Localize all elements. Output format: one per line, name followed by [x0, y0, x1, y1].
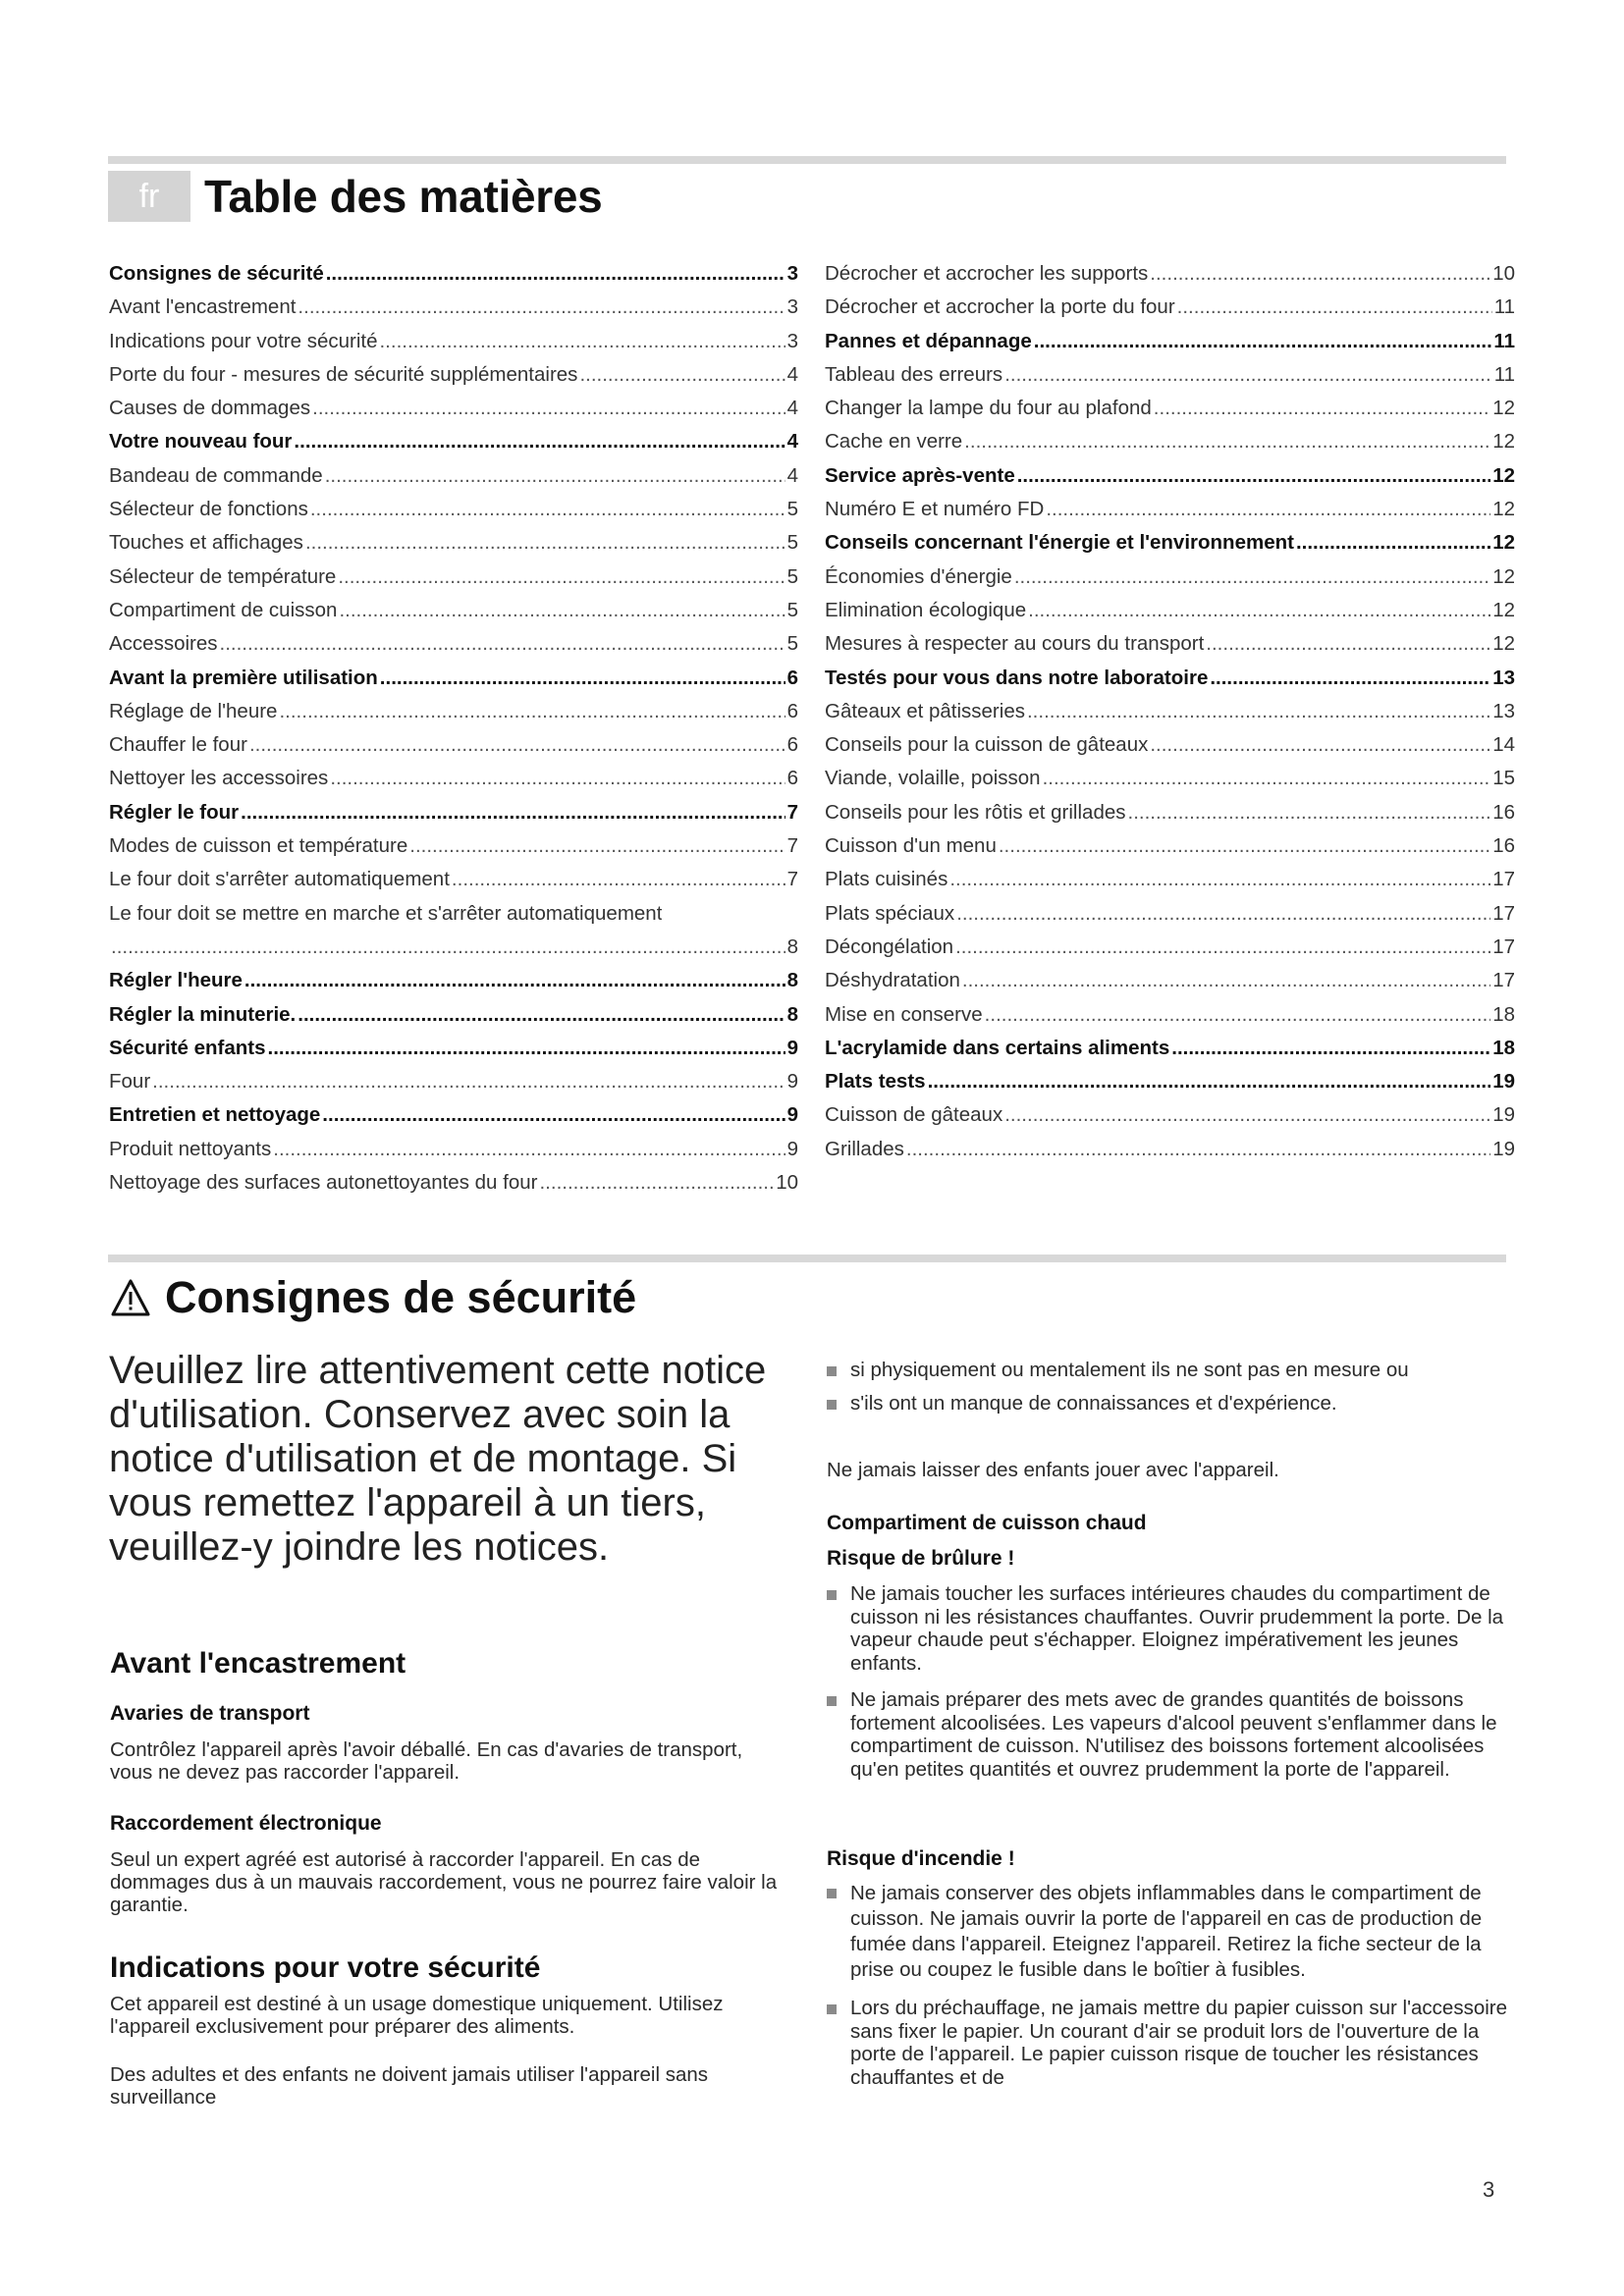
toc-title: Table des matières [204, 171, 603, 222]
toc-entry-title: Numéro E et numéro FD [825, 498, 1045, 521]
toc-entry[interactable] [825, 998, 1515, 1032]
toc-leader-dots [325, 459, 785, 493]
toc-leader-dots [539, 1166, 774, 1200]
electric-heading: Raccordement électronique [110, 1812, 382, 1835]
toc-entry-page: 6 [786, 666, 798, 689]
toc-entry[interactable] [825, 459, 1515, 493]
toc-entry-page: 3 [786, 329, 798, 352]
toc-entry-title: Porte du four - mesures de sécurité supplémentaires [109, 362, 578, 386]
toc-entry-title: Compartiment de cuisson [109, 598, 338, 621]
toc-entry-title: Avant la première utilisation [109, 666, 378, 689]
toc-entry-title: Économies d'énergie [825, 564, 1012, 588]
toc-entry[interactable] [825, 392, 1515, 425]
toc-leader-dots [1027, 695, 1490, 728]
fire-risk-heading: Risque d'incendie ! [827, 1847, 1015, 1870]
toc-entry-title: Sécurité enfants [109, 1036, 266, 1059]
toc-leader-dots [1128, 796, 1491, 829]
toc-entry-title: Sélecteur de fonctions [109, 498, 308, 521]
toc-leader-dots [305, 526, 785, 560]
toc-entry-title: Consignes de sécurité [109, 262, 324, 285]
toc-entry[interactable] [825, 695, 1515, 728]
burn-risk-heading: Risque de brûlure ! [827, 1547, 1015, 1570]
toc-entry-page: 18 [1492, 1002, 1515, 1026]
toc-leader-dots [1004, 1098, 1490, 1132]
toc-entry[interactable] [825, 1098, 1515, 1132]
toc-leader-dots [452, 863, 785, 896]
toc-entry[interactable] [109, 762, 798, 795]
toc-leader-dots [955, 931, 1490, 964]
toc-entry-title: Votre nouveau four [109, 430, 293, 454]
toc-left-column [109, 257, 798, 1200]
toc-leader-dots [1046, 493, 1490, 526]
toc-entry-title: Four [109, 1070, 151, 1094]
toc-leader-dots [312, 392, 785, 425]
toc-entry-title: Le four doit se mettre en marche et s'arrêter automatiquement [109, 901, 663, 925]
toc-entry-title: Chauffer le four [109, 733, 247, 757]
toc-entry-title: Conseils pour les rôtis et grillades [825, 800, 1126, 824]
toc-entry-page: 5 [786, 564, 798, 588]
toc-entry[interactable] [109, 728, 798, 762]
electric-text: Seul un expert agréé est autorisé à raccorder l'appareil. En cas de dommages dus à un mauvais raccordement, vous ne pourrez faire valoir la garantie. [110, 1848, 778, 1916]
toc-entry-page: 6 [786, 733, 798, 757]
toc-entry-title: Régler le four [109, 800, 240, 824]
toc-leader-dots [330, 762, 785, 795]
toc-entry-page: 5 [786, 598, 798, 621]
toc-entry-title: Réglage de l'heure [109, 699, 278, 722]
hot-compartment-heading: Compartiment de cuisson chaud [827, 1512, 1147, 1534]
toc-leader-dots [220, 627, 785, 661]
toc-leader-dots [1004, 358, 1492, 392]
toc-entry-page: 11 [1493, 362, 1515, 386]
bullet-square-icon [827, 1696, 837, 1706]
toc-entry-title: Sélecteur de température [109, 564, 337, 588]
toc-entry-title: Indications pour votre sécurité [109, 329, 378, 352]
safety-intro: Veuillez lire attentivement cette notice d'utilisation. Conservez avec soin la notice d'utilisation et de montage. Si vous remettez l'appareil à un tiers, veuillez-y joindre les notices. [109, 1349, 767, 1569]
toc-entry[interactable] [825, 762, 1515, 795]
toc-leader-dots [241, 796, 785, 829]
toc-leader-dots [999, 829, 1490, 863]
toc-entry-page: 8 [786, 934, 798, 958]
toc-entry-page: 3 [786, 262, 798, 285]
fire-bullets [827, 1881, 1514, 2089]
toc-leader-dots [298, 291, 785, 324]
toc-leader-dots [244, 964, 785, 997]
toc-leader-dots [279, 695, 785, 728]
toc-entry-page: 12 [1492, 531, 1515, 555]
toc-entry[interactable] [825, 897, 1515, 931]
toc-entry-title: Pannes et dépannage [825, 329, 1032, 352]
toc-entry[interactable] [109, 459, 798, 493]
bullet-square-icon [827, 1590, 837, 1600]
children-note: Ne jamais laisser des enfants jouer avec l'appareil. [827, 1459, 1279, 1481]
toc-entry-page: 9 [786, 1137, 798, 1160]
toc-entry[interactable] [825, 1133, 1515, 1166]
toc-leader-dots [1017, 459, 1490, 493]
toc-leader-dots [273, 1133, 785, 1166]
burn-bullets [827, 1582, 1514, 1781]
toc-entry-title: Entretien et nettoyage [109, 1103, 321, 1127]
indications-heading: Indications pour votre sécurité [110, 1951, 541, 1984]
toc-leader-dots [949, 863, 1490, 896]
toc-leader-dots [1210, 662, 1490, 695]
toc-entry[interactable] [825, 1032, 1515, 1065]
toc-entry-page: 12 [1492, 598, 1515, 621]
toc-leader-dots [1171, 1032, 1490, 1065]
warning-triangle-icon [110, 1278, 151, 1317]
indications-text-2: Des adultes et des enfants ne doivent jamais utiliser l'appareil sans surveillance [110, 2063, 709, 2109]
toc-entry-page: 3 [786, 295, 798, 319]
toc-entry-title: Service après-vente [825, 463, 1015, 487]
toc-leader-dots [906, 1133, 1490, 1166]
bullet-item [827, 1359, 1514, 1382]
toc-leader-dots [294, 425, 785, 458]
toc-entry[interactable] [825, 526, 1515, 560]
toc-leader-dots [338, 561, 785, 594]
toc-entry-title: Nettoyage des surfaces autonettoyantes du four [109, 1171, 538, 1195]
transport-text: Contrôlez l'appareil après l'avoir déballé. En cas d'avaries de transport, vous ne devez pas raccorder l'appareil. [110, 1738, 743, 1784]
toc-entry[interactable] [109, 561, 798, 594]
toc-entry[interactable] [825, 728, 1515, 762]
toc-entry-page: 10 [776, 1171, 798, 1195]
toc-entry[interactable] [825, 425, 1515, 458]
toc-entry-page: 7 [786, 800, 798, 824]
toc-entry-title: Plats tests [825, 1070, 926, 1094]
toc-entry[interactable] [825, 291, 1515, 324]
toc-leader-dots [1150, 728, 1490, 762]
toc-entry-title: Touches et affichages [109, 531, 303, 555]
toc-entry-title: Plats cuisinés [825, 868, 948, 891]
toc-leader-dots [1034, 325, 1492, 358]
toc-leader-dots [1154, 392, 1490, 425]
toc-leader-dots [985, 998, 1491, 1032]
toc-leader-dots [111, 931, 785, 964]
toc-entry-page: 4 [786, 430, 798, 454]
toc-entry-page: 15 [1492, 767, 1515, 790]
toc-entry-page: 17 [1492, 868, 1515, 891]
toc-entry-title: Accessoires [109, 632, 218, 656]
toc-entry[interactable] [109, 863, 798, 896]
toc-entry[interactable] [109, 627, 798, 661]
toc-entry-page: 16 [1492, 834, 1515, 858]
toc-entry-title: Tableau des erreurs [825, 362, 1003, 386]
bullet-square-icon [827, 1400, 837, 1410]
indications-text-1: Cet appareil est destiné à un usage domestique uniquement. Utilisez l'appareil exclusivement pour préparer des aliments. [110, 1993, 724, 2038]
bullet-text: Ne jamais toucher les surfaces intérieures chaudes du compartiment de cuisson ni les résistances chauffantes. Ouvrir prudemment la porte. De la vapeur chaude peut s'échapper. Eloignez impérativement les jeunes enfants. [850, 1582, 1504, 1675]
toc-entry-title: Viande, volaille, poisson [825, 767, 1041, 790]
toc-entry-page: 18 [1492, 1036, 1515, 1059]
toc-entry-page: 9 [786, 1070, 798, 1094]
bullet-square-icon [827, 1366, 837, 1376]
before-install-heading: Avant l'encastrement [110, 1647, 406, 1680]
toc-entry-page: 14 [1492, 733, 1515, 757]
toc-entry[interactable] [109, 1133, 798, 1166]
toc-leader-dots [409, 829, 785, 863]
toc-entry-title: Gâteaux et pâtisseries [825, 699, 1025, 722]
toc-entry[interactable] [825, 931, 1515, 964]
toc-entry[interactable] [109, 998, 798, 1032]
toc-entry-page: 11 [1493, 329, 1515, 352]
condition-bullets [827, 1359, 1514, 1415]
toc-entry[interactable] [109, 695, 798, 728]
toc-entry[interactable] [825, 662, 1515, 695]
bullet-item [827, 1688, 1514, 1781]
toc-entry[interactable] [825, 325, 1515, 358]
toc-entry[interactable] [109, 392, 798, 425]
toc-entry[interactable] [109, 1166, 798, 1200]
toc-entry-page: 12 [1492, 498, 1515, 521]
toc-entry[interactable] [109, 291, 798, 324]
toc-entry-page: 4 [786, 397, 798, 420]
toc-entry-page: 11 [1493, 295, 1515, 319]
toc-entry-title: Cuisson d'un menu [825, 834, 997, 858]
toc-entry[interactable] [825, 1065, 1515, 1098]
language-badge: fr [108, 171, 190, 222]
page-number: 3 [1483, 2177, 1495, 2202]
toc-leader-dots [339, 594, 785, 627]
toc-entry-title: Conseils pour la cuisson de gâteaux [825, 733, 1149, 757]
toc-entry-page: 7 [786, 834, 798, 858]
toc-entry-page: 4 [786, 362, 798, 386]
toc-entry[interactable] [825, 796, 1515, 829]
toc-entry-title: Déshydratation [825, 969, 960, 992]
toc-entry-page: 12 [1492, 397, 1515, 420]
toc-entry-page: 17 [1492, 969, 1515, 992]
bullet-text: Ne jamais conserver des objets inflammables dans le compartiment de cuisson. Ne jamais ouvrir la porte de l'appareil en cas de production de fumée dans l'appareil. Eteignez l'appareil. Retirez la fiche secteur de la prise ou coupez le fusible dans le boîtier à fusibles. [850, 1882, 1483, 1981]
toc-entry-title: Modes de cuisson et température [109, 834, 408, 858]
toc-leader-dots [1206, 627, 1490, 661]
top-divider [108, 156, 1506, 164]
toc-entry-page: 16 [1492, 800, 1515, 824]
toc-entry-page: 19 [1492, 1070, 1515, 1094]
toc-leader-dots [1150, 257, 1490, 291]
toc-entry[interactable] [825, 964, 1515, 997]
toc-entry-page: 6 [786, 699, 798, 722]
toc-entry[interactable] [109, 1032, 798, 1065]
toc-entry-title: Conseils concernant l'énergie et l'environnement [825, 531, 1294, 555]
toc-entry[interactable] [109, 358, 798, 392]
toc-entry[interactable] [825, 863, 1515, 896]
toc-entry-title: Changer la lampe du four au plafond [825, 397, 1152, 420]
toc-entry[interactable] [109, 931, 798, 964]
toc-entry-title: Décrocher et accrocher la porte du four [825, 295, 1175, 319]
toc-entry-page: 13 [1492, 666, 1515, 689]
toc-entry[interactable] [109, 662, 798, 695]
toc-leader-dots [1014, 561, 1490, 594]
toc-entry[interactable] [109, 829, 798, 863]
toc-right-column [825, 257, 1515, 1166]
toc-entry-title: Avant l'encastrement [109, 295, 297, 319]
safety-section-header [110, 1266, 636, 1329]
toc-leader-dots [322, 1098, 785, 1132]
toc-entry-title: Bandeau de commande [109, 463, 323, 487]
toc-header [108, 171, 602, 222]
toc-leader-dots [956, 897, 1490, 931]
toc-entry-page: 7 [786, 868, 798, 891]
toc-leader-dots [380, 662, 785, 695]
bullet-item [827, 1392, 1514, 1415]
toc-entry-title: Causes de dommages [109, 397, 311, 420]
toc-entry[interactable] [825, 257, 1515, 291]
toc-entry[interactable] [825, 561, 1515, 594]
toc-entry-page: 19 [1492, 1103, 1515, 1127]
toc-entry[interactable] [825, 493, 1515, 526]
toc-leader-dots [326, 257, 785, 291]
toc-entry[interactable] [109, 526, 798, 560]
toc-leader-dots [1296, 526, 1490, 560]
toc-entry[interactable] [109, 493, 798, 526]
toc-entry[interactable] [825, 829, 1515, 863]
toc-entry-page: 8 [786, 1002, 798, 1026]
toc-entry-page: 12 [1492, 430, 1515, 454]
toc-leader-dots [928, 1065, 1491, 1098]
toc-entry[interactable] [825, 358, 1515, 392]
transport-heading: Avaries de transport [110, 1702, 310, 1725]
bullet-text: Lors du préchauffage, ne jamais mettre du papier cuisson sur l'accessoire sans fixer le papier. Un courant d'air se produit lors de l'ouverture de la porte de l'appareil. Le papier cuisson risque de toucher les résistances chauffantes et de [850, 1997, 1508, 2089]
safety-title: Consignes de sécurité [165, 1272, 637, 1322]
toc-leader-dots [152, 1065, 785, 1098]
toc-entry-page: 17 [1492, 934, 1515, 958]
toc-entry[interactable] [109, 425, 798, 458]
bullet-item [827, 1997, 1514, 2089]
toc-entry-page: 19 [1492, 1137, 1515, 1160]
toc-entry-title: Régler la minuterie. [109, 1002, 297, 1026]
toc-entry-page: 12 [1492, 463, 1515, 487]
toc-entry-page: 9 [786, 1103, 798, 1127]
toc-entry-page: 4 [786, 463, 798, 487]
toc-leader-dots [579, 358, 785, 392]
bullet-square-icon [827, 2004, 837, 2014]
toc-entry[interactable] [109, 594, 798, 627]
bullet-text: si physiquement ou mentalement ils ne sont pas en mesure ou [850, 1359, 1409, 1381]
bullet-square-icon [827, 1889, 837, 1898]
toc-entry-title: Produit nettoyants [109, 1137, 272, 1160]
toc-entry-page: 9 [786, 1036, 798, 1059]
toc-entry-page: 12 [1492, 564, 1515, 588]
bullet-item [827, 1582, 1514, 1675]
toc-entry-page: 17 [1492, 901, 1515, 925]
toc-entry-title: Grillades [825, 1137, 904, 1160]
toc-entry-title: Plats spéciaux [825, 901, 955, 925]
toc-entry[interactable] [109, 1098, 798, 1132]
toc-entry[interactable] [109, 325, 798, 358]
toc-entry-title: Nettoyer les accessoires [109, 767, 329, 790]
toc-entry-title: Décrocher et accrocher les supports [825, 262, 1149, 285]
toc-leader-dots [310, 493, 785, 526]
toc-leader-dots [249, 728, 785, 762]
toc-leader-dots [268, 1032, 785, 1065]
bullet-item [827, 1881, 1514, 1983]
toc-leader-dots [1043, 762, 1491, 795]
toc-leader-dots [1177, 291, 1492, 324]
toc-entry[interactable] [109, 1065, 798, 1098]
toc-entry-title: Décongélation [825, 934, 954, 958]
toc-entry[interactable] [109, 897, 798, 931]
toc-entry-title: Testés pour vous dans notre laboratoire [825, 666, 1209, 689]
toc-entry-title: L'acrylamide dans certains aliments [825, 1036, 1170, 1059]
toc-entry[interactable] [109, 257, 798, 291]
toc-entry-title: Elimination écologique [825, 598, 1027, 621]
toc-entry-title: Régler l'heure [109, 969, 243, 992]
toc-entry-title: Mise en conserve [825, 1002, 983, 1026]
toc-entry-title: Cuisson de gâteaux [825, 1103, 1003, 1127]
toc-entry-page: 12 [1492, 632, 1515, 656]
toc-entry[interactable] [109, 964, 798, 997]
toc-entry-page: 10 [1492, 262, 1515, 285]
toc-entry-page: 5 [786, 632, 798, 656]
toc-entry-page: 5 [786, 498, 798, 521]
toc-entry[interactable] [825, 594, 1515, 627]
toc-leader-dots [1028, 594, 1490, 627]
toc-entry-page: 5 [786, 531, 798, 555]
toc-entry-title: Le four doit s'arrêter automatiquement [109, 868, 450, 891]
toc-leader-dots [964, 425, 1490, 458]
toc-entry-title: Mesures à respecter au cours du transport [825, 632, 1205, 656]
toc-entry[interactable] [109, 796, 798, 829]
toc-entry-page: 6 [786, 767, 798, 790]
toc-entry-page: 13 [1492, 699, 1515, 722]
toc-entry-page: 8 [786, 969, 798, 992]
section-divider [108, 1255, 1506, 1262]
toc-leader-dots [298, 998, 785, 1032]
bullet-text: s'ils ont un manque de connaissances et d'expérience. [850, 1391, 1337, 1415]
toc-leader-dots [962, 964, 1490, 997]
toc-entry[interactable] [825, 627, 1515, 661]
toc-leader-dots [379, 325, 785, 358]
bullet-text: Ne jamais préparer des mets avec de grandes quantités de boissons fortement alcoolisées. Les vapeurs d'alcool peuvent s'enflammer dans le compartiment de cuisson. N'utilisez des boissons fortement alcoolisées qu'en petites quantités et ouvrez prudemment la porte de l'appareil. [850, 1688, 1497, 1781]
toc-entry-title: Cache en verre [825, 430, 963, 454]
